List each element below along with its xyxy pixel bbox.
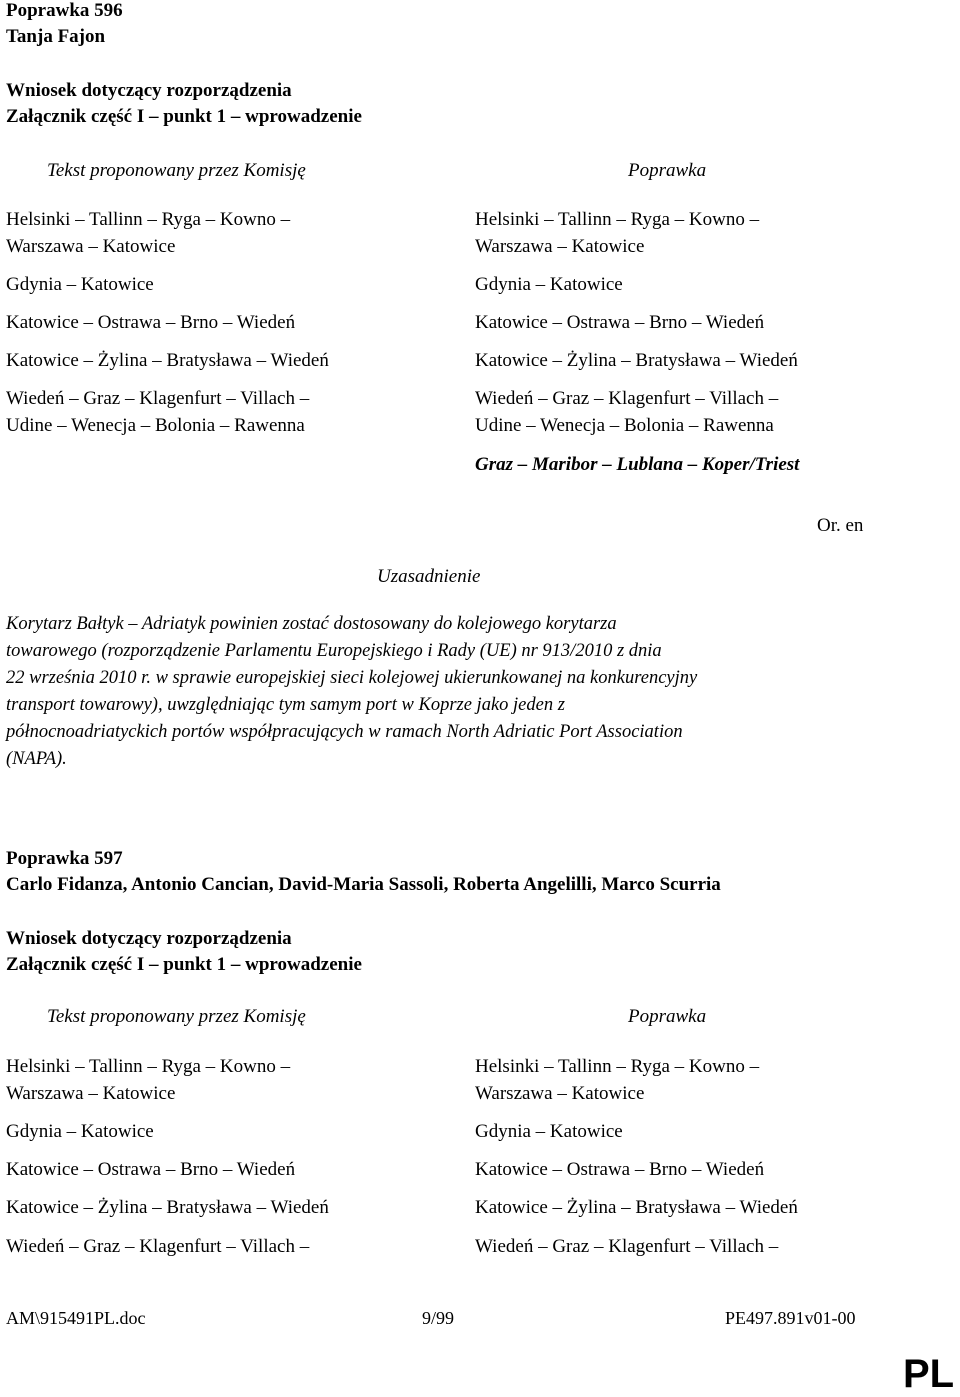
commission-route [6, 1233, 309, 1260]
commission-route [6, 347, 329, 374]
commission-column-heading: Tekst proponowany przez Komisję [47, 1006, 306, 1027]
justification-line: 22 września 2010 r. w sprawie europejskiej sieci kolejowej ukierunkowanej na konkurencyjny [6, 668, 698, 688]
footer-doc-reference: AM\915491PL.doc [6, 1308, 146, 1328]
proposal-type: Wniosek dotyczący rozporządzenia [6, 928, 292, 949]
route-line: Katowice – Żylina – Bratysława – Wiedeń [475, 350, 798, 371]
justification-line: towarowego (rozporządzenie Parlamentu Europejskiego i Rady (UE) nr 913/2010 z dnia [6, 641, 662, 661]
amended-route [475, 1118, 623, 1145]
commission-route [6, 271, 154, 298]
footer-pe-reference: PE497.891v01-00 [725, 1308, 856, 1328]
justification-line: transport towarowy), uwzględniając tym samym port w Koprze jako jeden z [6, 695, 565, 715]
amendment-authors: Carlo Fidanza, Antonio Cancian, David-Maria Sassoli, Roberta Angelilli, Marco Scurria [6, 874, 721, 895]
section-reference: Załącznik część I – punkt 1 – wprowadzenie [6, 106, 362, 127]
route-line: Helsinki – Tallinn – Ryga – Kowno – [475, 1056, 760, 1077]
amended-route [475, 271, 623, 298]
commission-route [6, 1156, 295, 1183]
amended-route [475, 309, 764, 336]
route-line: Katowice – Ostrawa – Brno – Wiedeń [475, 1159, 765, 1180]
route-line: Udine – Wenecja – Bolonia – Rawenna [475, 415, 774, 436]
amended-route [475, 347, 798, 374]
route-line: Warszawa – Katowice [6, 236, 176, 257]
added-route: Graz – Maribor – Lublana – Koper/Triest [475, 454, 800, 475]
justification-line: Korytarz Bałtyk – Adriatyk powinien zostać dostosowany do kolejowego korytarza [6, 614, 617, 634]
amendment-authors: Tanja Fajon [6, 26, 106, 47]
route-line: Helsinki – Tallinn – Ryga – Kowno – [6, 1056, 291, 1077]
commission-route [6, 206, 290, 260]
commission-column-heading: Tekst proponowany przez Komisję [47, 160, 306, 181]
route-line: Wiedeń – Graz – Klagenfurt – Villach – [6, 388, 310, 409]
proposal-type: Wniosek dotyczący rozporządzenia [6, 80, 292, 101]
route-line: Udine – Wenecja – Bolonia – Rawenna [6, 415, 305, 436]
route-line: Warszawa – Katowice [475, 236, 645, 257]
route-line: Helsinki – Tallinn – Ryga – Kowno – [6, 209, 291, 230]
route-line: Wiedeń – Graz – Klagenfurt – Villach – [475, 388, 779, 409]
route-line: Katowice – Żylina – Bratysława – Wiedeń [6, 350, 329, 371]
section-reference: Załącznik część I – punkt 1 – wprowadzenie [6, 954, 362, 975]
amendment-column-heading: Poprawka [628, 1006, 707, 1027]
justification-heading: Uzasadnienie [377, 566, 481, 587]
amended-route [475, 1194, 798, 1221]
commission-route [6, 1118, 154, 1145]
route-line: Wiedeń – Graz – Klagenfurt – Villach – [475, 1236, 779, 1257]
route-line: Gdynia – Katowice [6, 1121, 154, 1142]
amendment-column-heading: Poprawka [628, 160, 707, 181]
route-line: Katowice – Ostrawa – Brno – Wiedeń [6, 312, 296, 333]
route-line: Gdynia – Katowice [6, 274, 154, 295]
amendment-number: Poprawka 597 [6, 848, 123, 869]
commission-route [6, 309, 295, 336]
route-line: Warszawa – Katowice [6, 1083, 176, 1104]
route-line: Gdynia – Katowice [475, 274, 623, 295]
route-line: Katowice – Ostrawa – Brno – Wiedeń [475, 312, 765, 333]
route-line: Helsinki – Tallinn – Ryga – Kowno – [475, 209, 760, 230]
route-line: Katowice – Żylina – Bratysława – Wiedeń [475, 1197, 798, 1218]
justification-text [6, 611, 856, 773]
commission-route [6, 385, 309, 439]
route-line: Wiedeń – Graz – Klagenfurt – Villach – [6, 1236, 310, 1257]
route-line: Gdynia – Katowice [475, 1121, 623, 1142]
amended-route [475, 1053, 759, 1107]
commission-route [6, 1194, 329, 1221]
original-language: Or. en [817, 515, 864, 536]
amended-route [475, 385, 778, 439]
route-line: Katowice – Żylina – Bratysława – Wiedeń [6, 1197, 329, 1218]
amended-route [475, 1156, 764, 1183]
route-line: Katowice – Ostrawa – Brno – Wiedeń [6, 1159, 296, 1180]
language-mark: PL [903, 1352, 955, 1396]
amended-route [475, 206, 759, 260]
commission-route [6, 1053, 290, 1107]
amended-route [475, 1233, 778, 1260]
route-line: Warszawa – Katowice [475, 1083, 645, 1104]
justification-line: (NAPA). [6, 749, 67, 769]
footer-page-number: 9/99 [422, 1308, 455, 1328]
amendment-number: Poprawka 596 [6, 0, 123, 21]
justification-line: północnoadriatyckich portów współpracujących w ramach North Adriatic Port Association [6, 722, 683, 742]
